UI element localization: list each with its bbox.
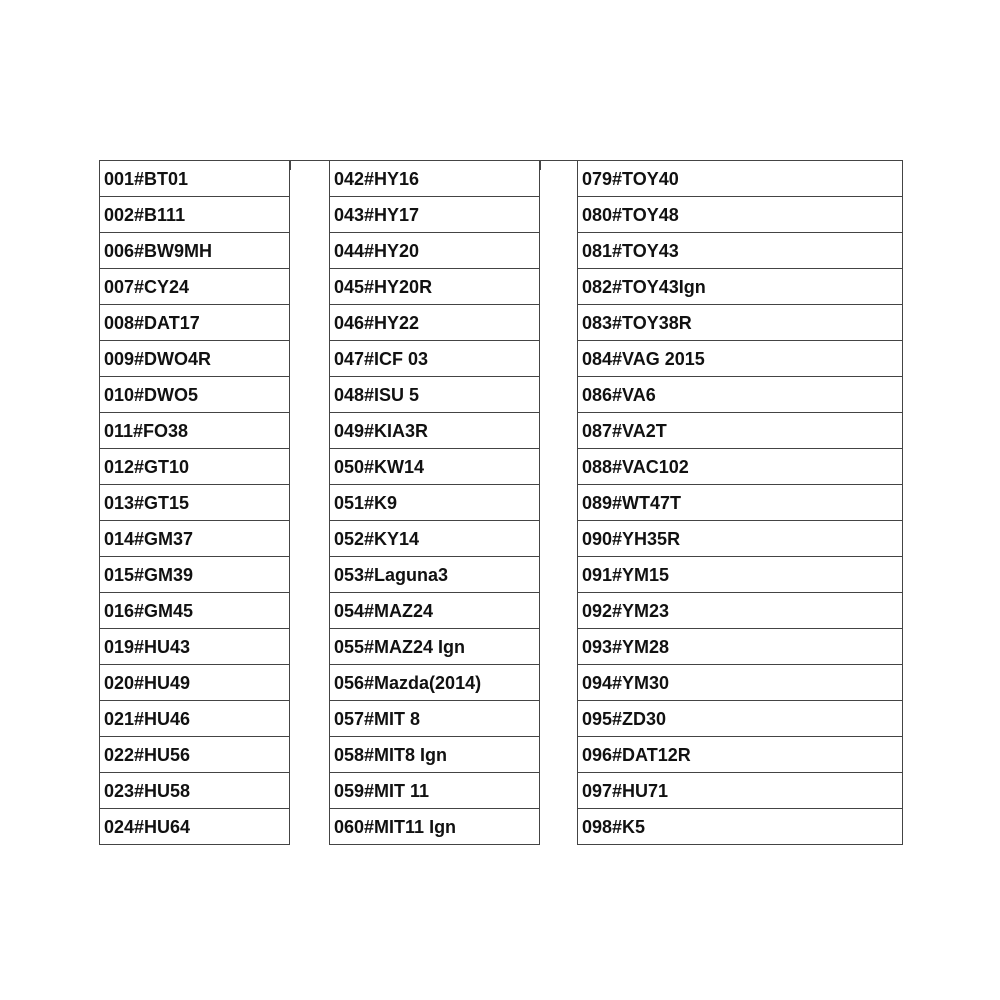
key-code-cell: 047#ICF 03 xyxy=(330,341,539,377)
key-code-cell: 023#HU58 xyxy=(100,773,289,809)
key-code-cell: 024#HU64 xyxy=(100,809,289,845)
key-code-cell: 090#YH35R xyxy=(578,521,902,557)
key-code-cell: 093#YM28 xyxy=(578,629,902,665)
key-code-cell: 097#HU71 xyxy=(578,773,902,809)
key-code-cell: 021#HU46 xyxy=(100,701,289,737)
key-code-cell: 008#DAT17 xyxy=(100,305,289,341)
key-code-cell: 080#TOY48 xyxy=(578,197,902,233)
key-code-cell: 009#DWO4R xyxy=(100,341,289,377)
key-code-cell: 045#HY20R xyxy=(330,269,539,305)
key-code-cell: 052#KY14 xyxy=(330,521,539,557)
key-code-cell: 083#TOY38R xyxy=(578,305,902,341)
key-list-column-3 xyxy=(577,160,903,845)
key-code-cell: 056#Mazda(2014) xyxy=(330,665,539,701)
key-code-cell: 098#K5 xyxy=(578,809,902,845)
column-gap-tick xyxy=(290,160,291,170)
key-code-cell: 022#HU56 xyxy=(100,737,289,773)
key-code-cell: 006#BW9MH xyxy=(100,233,289,269)
key-code-cell: 014#GM37 xyxy=(100,521,289,557)
key-list-column-1 xyxy=(99,160,290,845)
key-code-cell: 057#MIT 8 xyxy=(330,701,539,737)
key-code-cell: 048#ISU 5 xyxy=(330,377,539,413)
key-code-cell: 002#B111 xyxy=(100,197,289,233)
key-code-cell: 095#ZD30 xyxy=(578,701,902,737)
key-code-cell: 012#GT10 xyxy=(100,449,289,485)
key-code-cell: 007#CY24 xyxy=(100,269,289,305)
key-code-cell: 016#GM45 xyxy=(100,593,289,629)
key-code-cell: 059#MIT 11 xyxy=(330,773,539,809)
key-code-cell: 082#TOY43Ign xyxy=(578,269,902,305)
key-code-cell: 046#HY22 xyxy=(330,305,539,341)
key-code-cell: 058#MIT8 Ign xyxy=(330,737,539,773)
key-code-cell: 010#DWO5 xyxy=(100,377,289,413)
key-code-cell: 049#KIA3R xyxy=(330,413,539,449)
key-code-cell: 055#MAZ24 Ign xyxy=(330,629,539,665)
key-code-cell: 011#FO38 xyxy=(100,413,289,449)
key-code-cell: 096#DAT12R xyxy=(578,737,902,773)
key-code-cell: 087#VA2T xyxy=(578,413,902,449)
key-code-cell: 050#KW14 xyxy=(330,449,539,485)
key-code-cell: 081#TOY43 xyxy=(578,233,902,269)
key-code-cell: 054#MAZ24 xyxy=(330,593,539,629)
key-code-cell: 053#Laguna3 xyxy=(330,557,539,593)
key-code-cell: 019#HU43 xyxy=(100,629,289,665)
key-code-cell: 092#YM23 xyxy=(578,593,902,629)
key-code-cell: 043#HY17 xyxy=(330,197,539,233)
key-code-cell: 020#HU49 xyxy=(100,665,289,701)
key-code-cell: 084#VAG 2015 xyxy=(578,341,902,377)
key-code-cell: 091#YM15 xyxy=(578,557,902,593)
key-code-cell: 086#VA6 xyxy=(578,377,902,413)
key-code-cell: 060#MIT11 Ign xyxy=(330,809,539,845)
key-code-cell: 094#YM30 xyxy=(578,665,902,701)
key-code-cell: 089#WT47T xyxy=(578,485,902,521)
key-code-cell: 013#GT15 xyxy=(100,485,289,521)
key-list-column-2 xyxy=(329,160,540,845)
column-gap-tick xyxy=(540,160,541,170)
key-code-cell: 044#HY20 xyxy=(330,233,539,269)
key-code-cell: 015#GM39 xyxy=(100,557,289,593)
key-code-cell: 042#HY16 xyxy=(330,161,539,197)
key-code-cell: 079#TOY40 xyxy=(578,161,902,197)
key-code-cell: 051#K9 xyxy=(330,485,539,521)
key-code-cell: 001#BT01 xyxy=(100,161,289,197)
key-code-cell: 088#VAC102 xyxy=(578,449,902,485)
